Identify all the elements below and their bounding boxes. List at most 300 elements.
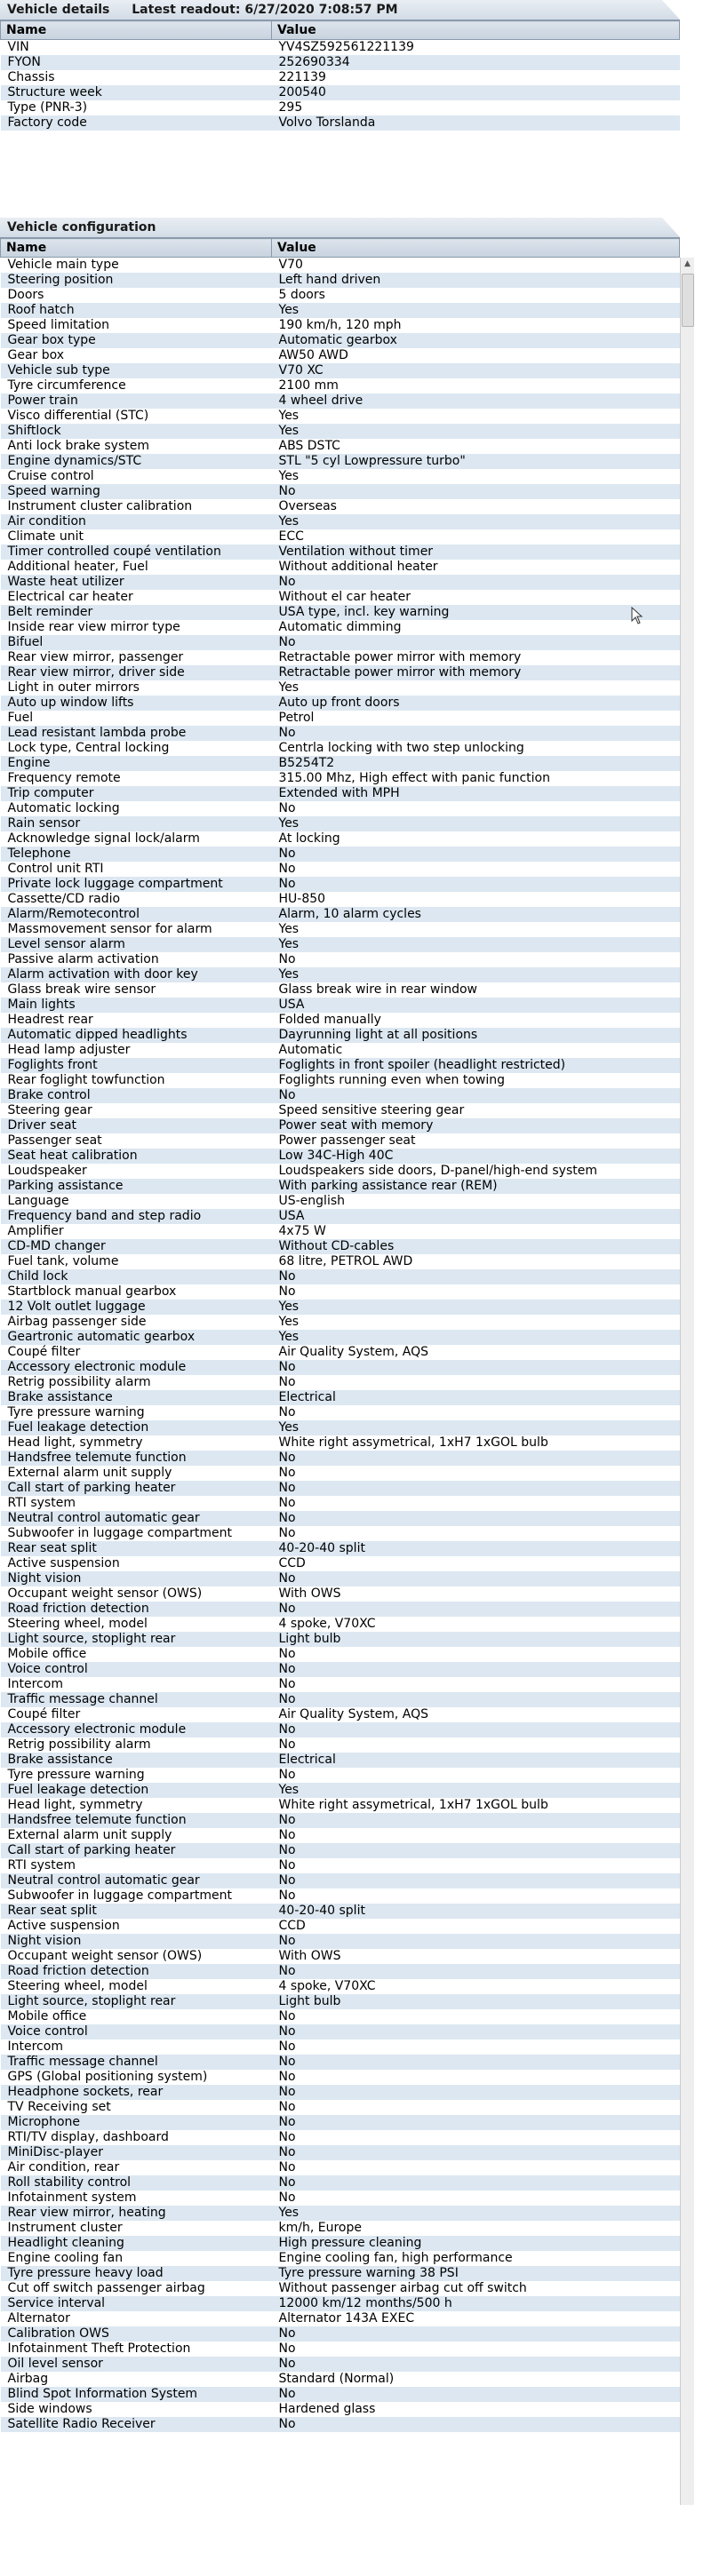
- table-row[interactable]: [1, 560, 680, 575]
- row-name: Air condition, rear: [1, 2160, 272, 2175]
- row-value: Engine cooling fan, high performance: [272, 2251, 680, 2266]
- row-name: Road friction detection: [1, 1964, 272, 1979]
- table-row[interactable]: [1, 454, 680, 469]
- table-row[interactable]: [1, 816, 680, 831]
- table-row[interactable]: [1, 1692, 680, 1707]
- row-name: Instrument cluster: [1, 2221, 272, 2236]
- row-value: Foglights running even when towing: [272, 1073, 680, 1088]
- table-row[interactable]: [1, 1526, 680, 1541]
- table-row[interactable]: [1, 1103, 680, 1118]
- row-name: FYON: [1, 55, 272, 70]
- table-row[interactable]: [1, 1118, 680, 1133]
- row-name: Vehicle sub type: [1, 363, 272, 378]
- row-name: Brake assistance: [1, 1753, 272, 1768]
- table-row[interactable]: [1, 1798, 680, 1813]
- table-row[interactable]: [1, 1179, 680, 1194]
- row-value: No: [272, 1677, 680, 1692]
- table-row[interactable]: [1, 1737, 680, 1753]
- row-name: Fuel leakage detection: [1, 1783, 272, 1798]
- table-row[interactable]: [1, 100, 680, 115]
- table-row[interactable]: [1, 756, 680, 771]
- table-row[interactable]: [1, 424, 680, 439]
- table-row[interactable]: [1, 333, 680, 348]
- table-row[interactable]: [1, 545, 680, 560]
- row-name: Steering gear: [1, 1103, 272, 1118]
- row-value: No: [272, 801, 680, 816]
- vehicle-configuration-header: [0, 218, 680, 238]
- table-row[interactable]: [1, 2326, 680, 2341]
- table-row[interactable]: [1, 2296, 680, 2311]
- table-row[interactable]: [1, 1088, 680, 1103]
- row-name: Accessory electronic module: [1, 1360, 272, 1375]
- row-name: RTI system: [1, 1496, 272, 1511]
- row-value: Auto up front doors: [272, 696, 680, 711]
- row-value: 5 doors: [272, 288, 680, 303]
- row-value: No: [272, 1873, 680, 1888]
- row-name: Structure week: [1, 85, 272, 100]
- row-name: Auto up window lifts: [1, 696, 272, 711]
- table-row[interactable]: [1, 1753, 680, 1768]
- row-name: Instrument cluster calibration: [1, 499, 272, 514]
- row-name: Fuel: [1, 711, 272, 726]
- row-value: Tyre pressure warning 38 PSI: [272, 2266, 680, 2281]
- table-row[interactable]: [1, 2341, 680, 2357]
- table-row[interactable]: [1, 892, 680, 907]
- table-row[interactable]: [1, 2145, 680, 2160]
- configuration-scroll-area[interactable]: [0, 238, 691, 2432]
- row-value: With OWS: [272, 1949, 680, 1964]
- row-name: Visco differential (STC): [1, 409, 272, 424]
- table-row[interactable]: [1, 1888, 680, 1904]
- table-row[interactable]: [1, 726, 680, 741]
- table-row[interactable]: [1, 1511, 680, 1526]
- row-value: V70 XC: [272, 363, 680, 378]
- table-row[interactable]: [1, 514, 680, 529]
- table-row[interactable]: [1, 2070, 680, 2085]
- row-name: Calibration OWS: [1, 2326, 272, 2341]
- table-row[interactable]: [1, 378, 680, 394]
- row-name: Gear box: [1, 348, 272, 363]
- table-row[interactable]: [1, 115, 680, 131]
- table-row[interactable]: [1, 2190, 680, 2206]
- row-name: Acknowledge signal lock/alarm: [1, 831, 272, 847]
- row-value: Loudspeakers side doors, D-panel/high-end system: [272, 1164, 680, 1179]
- table-row[interactable]: [1, 2266, 680, 2281]
- table-row[interactable]: [1, 2115, 680, 2130]
- row-value: No: [272, 1858, 680, 1873]
- table-row[interactable]: [1, 2130, 680, 2145]
- row-value: No: [272, 1768, 680, 1783]
- table-row[interactable]: [1, 1677, 680, 1692]
- row-value: 200540: [272, 85, 680, 100]
- row-name: GPS (Global positioning system): [1, 2070, 272, 2085]
- row-value: AW50 AWD: [272, 348, 680, 363]
- column-header-value[interactable]: Value: [272, 239, 680, 258]
- row-name: Night vision: [1, 1934, 272, 1949]
- table-row[interactable]: [1, 303, 680, 318]
- table-row[interactable]: [1, 1979, 680, 1994]
- table-row[interactable]: [1, 40, 680, 56]
- row-value: Automatic gearbox: [272, 333, 680, 348]
- row-value: HU-850: [272, 892, 680, 907]
- header-tab-corner: [662, 0, 680, 20]
- row-value: No: [272, 2387, 680, 2402]
- row-name: Occupant weight sensor (OWS): [1, 1586, 272, 1602]
- table-row[interactable]: [1, 922, 680, 937]
- table-row[interactable]: [1, 1013, 680, 1028]
- table-row[interactable]: [1, 258, 680, 274]
- table-row[interactable]: [1, 1194, 680, 1209]
- row-value: Retractable power mirror with memory: [272, 665, 680, 680]
- scroll-thumb[interactable]: [682, 274, 694, 327]
- table-row[interactable]: [1, 1602, 680, 1617]
- table-row[interactable]: [1, 1345, 680, 1360]
- table-row[interactable]: [1, 2055, 680, 2070]
- row-value: Power passenger seat: [272, 1133, 680, 1149]
- table-row[interactable]: [1, 2311, 680, 2326]
- row-value: Without additional heater: [272, 560, 680, 575]
- table-row[interactable]: [1, 1632, 680, 1647]
- table-row[interactable]: [1, 439, 680, 454]
- row-value: Yes: [272, 967, 680, 982]
- row-name: Rear view mirror, driver side: [1, 665, 272, 680]
- table-row[interactable]: [1, 1300, 680, 1315]
- table-row[interactable]: [1, 363, 680, 378]
- row-value: 252690334: [272, 55, 680, 70]
- table-row[interactable]: [1, 771, 680, 786]
- row-name: Fuel tank, volume: [1, 1254, 272, 1269]
- row-name: Roll stability control: [1, 2175, 272, 2190]
- table-row[interactable]: [1, 741, 680, 756]
- row-value: No: [272, 635, 680, 650]
- row-value: No: [272, 862, 680, 877]
- table-row[interactable]: [1, 2100, 680, 2115]
- table-row[interactable]: [1, 786, 680, 801]
- table-row[interactable]: [1, 575, 680, 590]
- table-row[interactable]: [1, 2357, 680, 2372]
- table-row[interactable]: [1, 2402, 680, 2417]
- row-value: No: [272, 2175, 680, 2190]
- table-row[interactable]: [1, 1541, 680, 1556]
- table-row[interactable]: [1, 1420, 680, 1435]
- row-name: Climate unit: [1, 529, 272, 545]
- table-row[interactable]: [1, 907, 680, 922]
- table-row[interactable]: [1, 1556, 680, 1571]
- row-name: Headlight cleaning: [1, 2236, 272, 2251]
- row-value: No: [272, 1360, 680, 1375]
- row-value: 4 wheel drive: [272, 394, 680, 409]
- table-row[interactable]: [1, 2372, 680, 2387]
- row-name: Electrical car heater: [1, 590, 272, 605]
- row-name: Subwoofer in luggage compartment: [1, 1888, 272, 1904]
- row-value: No: [272, 2417, 680, 2432]
- table-row[interactable]: [1, 273, 680, 288]
- row-name: Cassette/CD radio: [1, 892, 272, 907]
- row-value: Retractable power mirror with memory: [272, 650, 680, 665]
- table-row[interactable]: [1, 499, 680, 514]
- table-row[interactable]: [1, 1964, 680, 1979]
- row-value: Yes: [272, 2206, 680, 2221]
- table-row[interactable]: [1, 1722, 680, 1737]
- row-value: B5254T2: [272, 756, 680, 771]
- table-row[interactable]: [1, 1028, 680, 1043]
- table-row[interactable]: [1, 1617, 680, 1632]
- row-value: At locking: [272, 831, 680, 847]
- table-row[interactable]: [1, 1239, 680, 1254]
- row-value: No: [272, 1496, 680, 1511]
- table-row[interactable]: [1, 1073, 680, 1088]
- table-row[interactable]: [1, 1284, 680, 1300]
- table-row[interactable]: [1, 1043, 680, 1058]
- table-row[interactable]: [1, 2039, 680, 2055]
- table-row[interactable]: [1, 1390, 680, 1405]
- table-row[interactable]: [1, 665, 680, 680]
- table-row[interactable]: [1, 1662, 680, 1677]
- table-row[interactable]: [1, 801, 680, 816]
- table-row[interactable]: [1, 348, 680, 363]
- column-header-name[interactable]: Name: [1, 239, 272, 258]
- row-value: No: [272, 1647, 680, 1662]
- table-row[interactable]: [1, 952, 680, 967]
- table-row[interactable]: [1, 1133, 680, 1149]
- table-row[interactable]: [1, 1707, 680, 1722]
- table-row[interactable]: [1, 1843, 680, 1858]
- row-name: Chassis: [1, 70, 272, 85]
- table-row[interactable]: [1, 55, 680, 70]
- row-name: Rear foglight towfunction: [1, 1073, 272, 1088]
- table-row[interactable]: [1, 967, 680, 982]
- row-name: Air condition: [1, 514, 272, 529]
- row-name: Vehicle main type: [1, 258, 272, 274]
- row-value: 4 spoke, V70XC: [272, 1979, 680, 1994]
- table-row[interactable]: [1, 2387, 680, 2402]
- row-value: No: [272, 847, 680, 862]
- table-row[interactable]: [1, 831, 680, 847]
- row-name: Brake control: [1, 1088, 272, 1103]
- row-name: Oil level sensor: [1, 2357, 272, 2372]
- table-row[interactable]: [1, 1873, 680, 1888]
- table-row[interactable]: [1, 1315, 680, 1330]
- row-name: Traffic message channel: [1, 1692, 272, 1707]
- table-row[interactable]: [1, 1254, 680, 1269]
- table-row[interactable]: [1, 1586, 680, 1602]
- row-value: USA: [272, 1209, 680, 1224]
- latest-readout: Latest readout: 6/27/2020 7:08:57 PM: [132, 3, 398, 17]
- row-value: Yes: [272, 1420, 680, 1435]
- row-value: Electrical: [272, 1390, 680, 1405]
- table-row[interactable]: [1, 1647, 680, 1662]
- vehicle-details-header: [0, 0, 680, 20]
- row-name: Tyre circumference: [1, 378, 272, 394]
- row-name: Blind Spot Information System: [1, 2387, 272, 2402]
- row-name: Factory code: [1, 115, 272, 131]
- table-row[interactable]: [1, 2175, 680, 2190]
- table-row[interactable]: [1, 1934, 680, 1949]
- table-row[interactable]: [1, 937, 680, 952]
- table-row[interactable]: [1, 1405, 680, 1420]
- table-row[interactable]: [1, 409, 680, 424]
- table-row[interactable]: [1, 1360, 680, 1375]
- vehicle-details-rows: [1, 40, 680, 131]
- row-value: No: [272, 2326, 680, 2341]
- table-row[interactable]: [1, 1224, 680, 1239]
- row-value: YV4SZ592561221139: [272, 40, 680, 56]
- table-row[interactable]: [1, 1571, 680, 1586]
- row-name: Frequency remote: [1, 771, 272, 786]
- table-row[interactable]: [1, 1435, 680, 1451]
- row-value: Petrol: [272, 711, 680, 726]
- row-value: No: [272, 575, 680, 590]
- row-name: Satellite Radio Receiver: [1, 2417, 272, 2432]
- row-name: Road friction detection: [1, 1602, 272, 1617]
- table-row[interactable]: [1, 2251, 680, 2266]
- table-row[interactable]: [1, 1768, 680, 1783]
- column-header-name[interactable]: Name: [1, 21, 272, 40]
- table-row[interactable]: [1, 680, 680, 696]
- table-row[interactable]: [1, 2236, 680, 2251]
- row-name: Loudspeaker: [1, 1164, 272, 1179]
- table-row[interactable]: [1, 70, 680, 85]
- table-row[interactable]: [1, 288, 680, 303]
- table-row[interactable]: [1, 847, 680, 862]
- row-value: No: [272, 1843, 680, 1858]
- table-row[interactable]: [1, 85, 680, 100]
- table-row[interactable]: [1, 877, 680, 892]
- table-row[interactable]: [1, 469, 680, 484]
- table-row[interactable]: [1, 1451, 680, 1466]
- table-header-row: [1, 21, 680, 40]
- row-name: Passive alarm activation: [1, 952, 272, 967]
- table-row[interactable]: [1, 696, 680, 711]
- table-row[interactable]: [1, 1828, 680, 1843]
- row-value: White right assymetrical, 1xH7 1xGOL bulb: [272, 1435, 680, 1451]
- row-value: Power seat with memory: [272, 1118, 680, 1133]
- row-value: Yes: [272, 303, 680, 318]
- table-row[interactable]: [1, 1904, 680, 1919]
- table-row[interactable]: [1, 862, 680, 877]
- row-name: Alarm activation with door key: [1, 967, 272, 982]
- row-name: Automatic dipped headlights: [1, 1028, 272, 1043]
- row-name: Coupé filter: [1, 1707, 272, 1722]
- row-value: No: [272, 1375, 680, 1390]
- row-value: Low 34C-High 40C: [272, 1149, 680, 1164]
- row-name: TV Receiving set: [1, 2100, 272, 2115]
- row-value: Foglights in front spoiler (headlight restricted): [272, 1058, 680, 1073]
- table-row[interactable]: [1, 1164, 680, 1179]
- row-name: Glass break wire sensor: [1, 982, 272, 998]
- row-name: Power train: [1, 394, 272, 409]
- row-value: No: [272, 2100, 680, 2115]
- table-row[interactable]: [1, 394, 680, 409]
- row-name: Inside rear view mirror type: [1, 620, 272, 635]
- table-row[interactable]: [1, 590, 680, 605]
- row-value: Extended with MPH: [272, 786, 680, 801]
- table-row[interactable]: [1, 1149, 680, 1164]
- row-value: No: [272, 2160, 680, 2175]
- table-row[interactable]: [1, 2417, 680, 2432]
- row-name: Headphone sockets, rear: [1, 2085, 272, 2100]
- row-name: Light in outer mirrors: [1, 680, 272, 696]
- table-row[interactable]: [1, 982, 680, 998]
- row-value: Hardened glass: [272, 2402, 680, 2417]
- vehicle-details-table: [0, 20, 680, 131]
- row-value: ECC: [272, 529, 680, 545]
- row-value: Without el car heater: [272, 590, 680, 605]
- table-row[interactable]: [1, 1949, 680, 1964]
- row-name: Trip computer: [1, 786, 272, 801]
- table-row[interactable]: [1, 1330, 680, 1345]
- row-value: km/h, Europe: [272, 2221, 680, 2236]
- row-value: No: [272, 1692, 680, 1707]
- table-row[interactable]: [1, 711, 680, 726]
- mouse-pointer-icon: [631, 607, 643, 624]
- table-row[interactable]: [1, 529, 680, 545]
- row-value: Volvo Torslanda: [272, 115, 680, 131]
- table-row[interactable]: [1, 2221, 680, 2236]
- table-row[interactable]: [1, 1481, 680, 1496]
- table-row[interactable]: [1, 650, 680, 665]
- row-value: Yes: [272, 816, 680, 831]
- table-row[interactable]: [1, 1858, 680, 1873]
- table-row[interactable]: [1, 1269, 680, 1284]
- table-row[interactable]: [1, 998, 680, 1013]
- table-row[interactable]: [1, 2024, 680, 2039]
- row-name: Alarm/Remotecontrol: [1, 907, 272, 922]
- row-name: Rear seat split: [1, 1541, 272, 1556]
- table-row[interactable]: [1, 2206, 680, 2221]
- row-name: Headrest rear: [1, 1013, 272, 1028]
- table-row[interactable]: [1, 1375, 680, 1390]
- table-row[interactable]: [1, 484, 680, 499]
- scroll-up-arrow-icon[interactable]: ▲: [684, 259, 691, 268]
- vehicle-configuration-panel: [0, 218, 691, 2432]
- table-row[interactable]: [1, 2009, 680, 2024]
- table-row[interactable]: [1, 635, 680, 650]
- row-name: Doors: [1, 288, 272, 303]
- table-row[interactable]: [1, 1058, 680, 1073]
- row-value: With parking assistance rear (REM): [272, 1179, 680, 1194]
- row-name: Rain sensor: [1, 816, 272, 831]
- table-row[interactable]: [1, 2281, 680, 2296]
- table-row[interactable]: [1, 605, 680, 620]
- row-name: Subwoofer in luggage compartment: [1, 1526, 272, 1541]
- row-value: Centrla locking with two step unlocking: [272, 741, 680, 756]
- column-header-value[interactable]: Value: [272, 21, 680, 40]
- table-row[interactable]: [1, 318, 680, 333]
- row-value: Alarm, 10 alarm cycles: [272, 907, 680, 922]
- table-row[interactable]: [1, 620, 680, 635]
- row-name: Lock type, Central locking: [1, 741, 272, 756]
- row-name: Cut off switch passenger airbag: [1, 2281, 272, 2296]
- table-row[interactable]: [1, 1919, 680, 1934]
- table-row[interactable]: [1, 1209, 680, 1224]
- table-row[interactable]: [1, 1813, 680, 1828]
- row-name: Tyre pressure warning: [1, 1405, 272, 1420]
- row-value: No: [272, 1813, 680, 1828]
- table-row[interactable]: [1, 2085, 680, 2100]
- row-value: No: [272, 1964, 680, 1979]
- row-value: No: [272, 1269, 680, 1284]
- vertical-scrollbar[interactable]: [680, 258, 694, 2505]
- table-row[interactable]: [1, 1783, 680, 1798]
- table-row[interactable]: [1, 1496, 680, 1511]
- row-value: Glass break wire in rear window: [272, 982, 680, 998]
- row-value: No: [272, 1466, 680, 1481]
- table-row[interactable]: [1, 2160, 680, 2175]
- table-row[interactable]: [1, 1466, 680, 1481]
- table-row[interactable]: [1, 1994, 680, 2009]
- row-name: Passenger seat: [1, 1133, 272, 1149]
